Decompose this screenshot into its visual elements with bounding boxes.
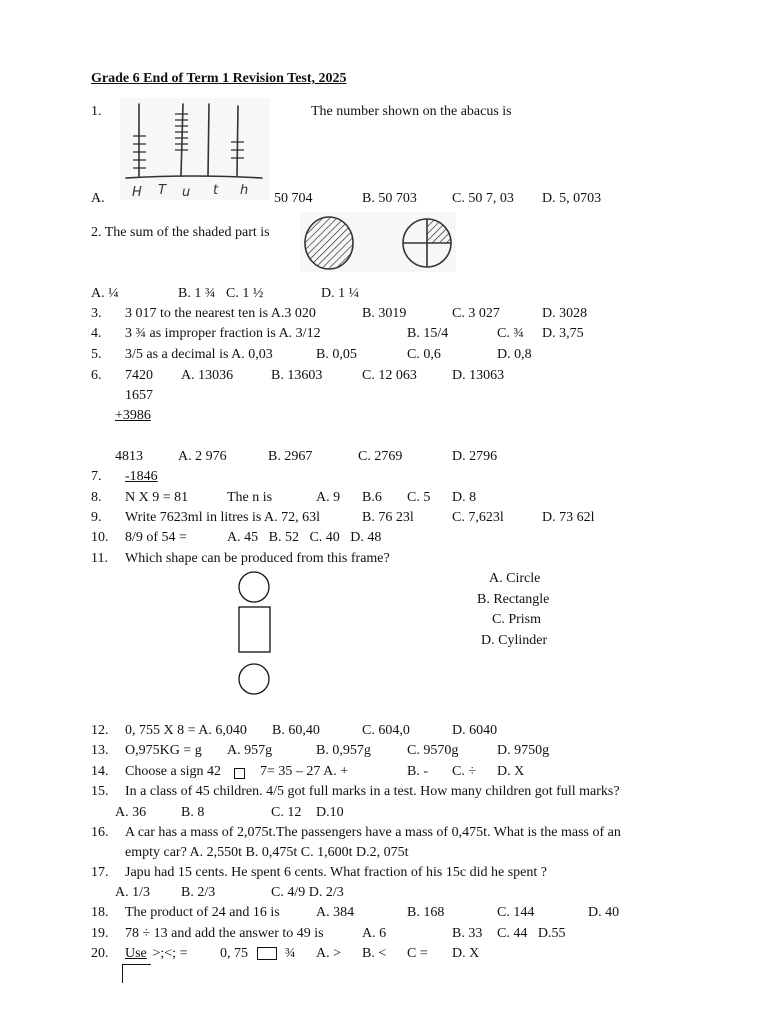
q18-number: 18. bbox=[91, 905, 109, 920]
q14-option-c: C. ÷ bbox=[452, 764, 477, 779]
q9-option-c: C. 7,623l bbox=[452, 510, 504, 525]
q8-option-c: C. 5 bbox=[407, 490, 431, 505]
abacus-label: t bbox=[213, 183, 219, 198]
q12-option-c: C. 604,0 bbox=[362, 723, 410, 738]
q6-option-b: B. 13603 bbox=[271, 368, 323, 383]
q19-number: 19. bbox=[91, 926, 109, 941]
q19-option-a: A. 6 bbox=[362, 926, 387, 941]
q15-stem: In a class of 45 children. 4/5 got full marks in a test. How many children got full marks? bbox=[125, 784, 620, 799]
q12-option-d: D. 6040 bbox=[452, 723, 498, 738]
q10-stem: 8/9 of 54 = bbox=[125, 530, 187, 545]
q8-option-b: B.6 bbox=[362, 490, 382, 505]
q2-option-c: C. 1 ½ bbox=[226, 286, 264, 301]
q10-options: A. 45 B. 52 C. 40 D. 48 bbox=[227, 530, 382, 545]
q15-option-c: C. 12 bbox=[271, 805, 302, 820]
q5-option-c: C. 0,6 bbox=[407, 347, 441, 362]
answer-box bbox=[257, 947, 277, 960]
q17-option-a: A. 1/3 bbox=[115, 885, 150, 900]
q6-option-a: A. 13036 bbox=[181, 368, 234, 383]
q6-addend-1: 7420 bbox=[125, 368, 153, 383]
q18-stem: The product of 24 and 16 is bbox=[125, 905, 280, 920]
q12-stem: 0, 755 X 8 = A. 6,040 bbox=[125, 723, 247, 738]
q18-option-d: D. 40 bbox=[588, 905, 620, 920]
q3-option-d: D. 3028 bbox=[542, 306, 588, 321]
q14-option-b: B. - bbox=[407, 764, 428, 779]
q6-addend-3: +3986 bbox=[115, 408, 151, 423]
q6-option-c: C. 12 063 bbox=[362, 368, 417, 383]
q2-stem: 2. The sum of the shaded part is bbox=[91, 225, 270, 240]
q11-option-b: B. Rectangle bbox=[477, 592, 550, 607]
q4-option-d: D. 3,75 bbox=[542, 326, 584, 341]
q20-option-a: A. > bbox=[316, 946, 342, 961]
q14-number: 14. bbox=[91, 764, 109, 779]
q1-option-c: C. 50 7, 03 bbox=[452, 191, 514, 206]
q13-number: 13. bbox=[91, 743, 109, 758]
q5-number: 5. bbox=[91, 347, 102, 362]
q1-option-b: B. 50 703 bbox=[362, 191, 417, 206]
q16-number: 16. bbox=[91, 825, 109, 840]
abacus-image bbox=[120, 98, 270, 200]
abacus-label: T bbox=[158, 183, 166, 198]
q2-option-b: B. 1 ¾ bbox=[178, 286, 216, 301]
q7-option-d: D. 2796 bbox=[452, 449, 498, 464]
q17-option-b: B. 2/3 bbox=[181, 885, 216, 900]
q15-option-b: B. 8 bbox=[181, 805, 205, 820]
q12-number: 12. bbox=[91, 723, 109, 738]
q1-stem: The number shown on the abacus is bbox=[311, 104, 512, 119]
corner-mark bbox=[122, 964, 151, 983]
q3-option-c: C. 3 027 bbox=[452, 306, 500, 321]
q11-option-c: C. Prism bbox=[492, 612, 542, 627]
q9-number: 9. bbox=[91, 510, 102, 525]
q17-options-cd: C. 4/9 D. 2/3 bbox=[271, 885, 344, 900]
q13-stem: O,975KG = g bbox=[125, 743, 202, 758]
q9-option-b: B. 76 23l bbox=[362, 510, 414, 525]
q11-stem: Which shape can be produced from this frame? bbox=[125, 551, 390, 566]
q4-option-c: C. ¾ bbox=[497, 326, 524, 341]
q1-option-a-letter: A. bbox=[91, 191, 105, 206]
q7-minuend: 4813 bbox=[115, 449, 143, 464]
q11-option-d: D. Cylinder bbox=[481, 633, 548, 648]
q20-option-b: B. < bbox=[362, 946, 387, 961]
q11-number: 11. bbox=[91, 551, 108, 566]
q7-option-c: C. 2769 bbox=[358, 449, 403, 464]
q3-stem: 3 017 to the nearest ten is A.3 020 bbox=[125, 306, 316, 321]
q12-option-b: B. 60,40 bbox=[272, 723, 320, 738]
q1-option-a: 50 704 bbox=[274, 191, 313, 206]
q16-stem-line-2: empty car? A. 2,550t B. 0,475t C. 1,600t D.2, 075t bbox=[125, 845, 409, 860]
q8-number: 8. bbox=[91, 490, 102, 505]
cylinder-net-image bbox=[234, 570, 274, 698]
page-title: Grade 6 End of Term 1 Revision Test, 2025 bbox=[91, 71, 347, 86]
q2-option-d: D. 1 ¼ bbox=[321, 286, 360, 301]
answer-box bbox=[234, 768, 245, 779]
q7-subtrahend: -1846 bbox=[125, 469, 158, 484]
q7-option-a: A. 2 976 bbox=[178, 449, 227, 464]
q20-option-c: C = bbox=[407, 946, 428, 961]
q8-option-a: A. 9 bbox=[316, 490, 341, 505]
q13-option-c: C. 9570g bbox=[407, 743, 459, 758]
q4-stem: 3 ¾ as improper fraction is A. 3/12 bbox=[125, 326, 321, 341]
q13-option-a: A. 957g bbox=[227, 743, 273, 758]
q17-stem: Japu had 15 cents. He spent 6 cents. What fraction of his 15c did he spent ? bbox=[125, 865, 547, 880]
q18-option-c: C. 144 bbox=[497, 905, 535, 920]
q5-stem: 3/5 as a decimal is A. 0,03 bbox=[125, 347, 273, 362]
q14-equation: 7= 35 – 27 A. + bbox=[260, 764, 349, 779]
q13-option-d: D. 9750g bbox=[497, 743, 550, 758]
q8-stem: N X 9 = 81 bbox=[125, 490, 189, 505]
q20-right-value: ¾ bbox=[285, 946, 296, 961]
q7-option-b: B. 2967 bbox=[268, 449, 313, 464]
q15-option-a: A. 36 bbox=[115, 805, 147, 820]
q6-number: 6. bbox=[91, 368, 102, 383]
q10-number: 10. bbox=[91, 530, 109, 545]
q20-use-word: Use bbox=[125, 946, 147, 961]
q9-option-d: D. 73 62l bbox=[542, 510, 595, 525]
q15-option-d: D.10 bbox=[316, 805, 344, 820]
q19-options-cd: C. 44 D.55 bbox=[497, 926, 566, 941]
abacus-label: H bbox=[132, 185, 142, 200]
q14-option-d: D. X bbox=[497, 764, 525, 779]
q17-number: 17. bbox=[91, 865, 109, 880]
q4-option-b: B. 15/4 bbox=[407, 326, 449, 341]
q8-prompt: The n is bbox=[227, 490, 273, 505]
q6-addend-2: 1657 bbox=[125, 388, 153, 403]
q3-option-b: B. 3019 bbox=[362, 306, 407, 321]
shaded-circles-image bbox=[300, 212, 456, 272]
q13-option-b: B. 0,957g bbox=[316, 743, 371, 758]
q15-number: 15. bbox=[91, 784, 109, 799]
abacus-label: h bbox=[240, 183, 249, 198]
q6-option-d: D. 13063 bbox=[452, 368, 505, 383]
q9-stem: Write 7623ml in litres is A. 72, 63l bbox=[125, 510, 321, 525]
q4-number: 4. bbox=[91, 326, 102, 341]
q1-number: 1. bbox=[91, 104, 102, 119]
q2-option-a: A. ¼ bbox=[91, 286, 119, 301]
q18-option-a: A. 384 bbox=[316, 905, 355, 920]
q1-option-d: D. 5, 0703 bbox=[542, 191, 602, 206]
q5-option-d: D. 0,8 bbox=[497, 347, 532, 362]
q3-number: 3. bbox=[91, 306, 102, 321]
q19-stem: 78 ÷ 13 and add the answer to 49 is bbox=[125, 926, 324, 941]
q20-option-d: D. X bbox=[452, 946, 480, 961]
q11-option-a: A. Circle bbox=[489, 571, 541, 586]
q16-stem-line-1: A car has a mass of 2,075t.The passengers have a mass of 0,475t. What is the mass of an bbox=[125, 825, 621, 840]
q14-stem: Choose a sign 42 bbox=[125, 764, 222, 779]
q20-number: 20. bbox=[91, 946, 109, 961]
q20-signs: >;<; = bbox=[149, 946, 188, 961]
q18-option-b: B. 168 bbox=[407, 905, 445, 920]
q19-option-b: B. 33 bbox=[452, 926, 483, 941]
abacus-label: u bbox=[182, 185, 191, 200]
q20-left-value: 0, 75 bbox=[220, 946, 248, 961]
q5-option-b: B. 0,05 bbox=[316, 347, 357, 362]
q7-number: 7. bbox=[91, 469, 102, 484]
q8-option-d: D. 8 bbox=[452, 490, 477, 505]
